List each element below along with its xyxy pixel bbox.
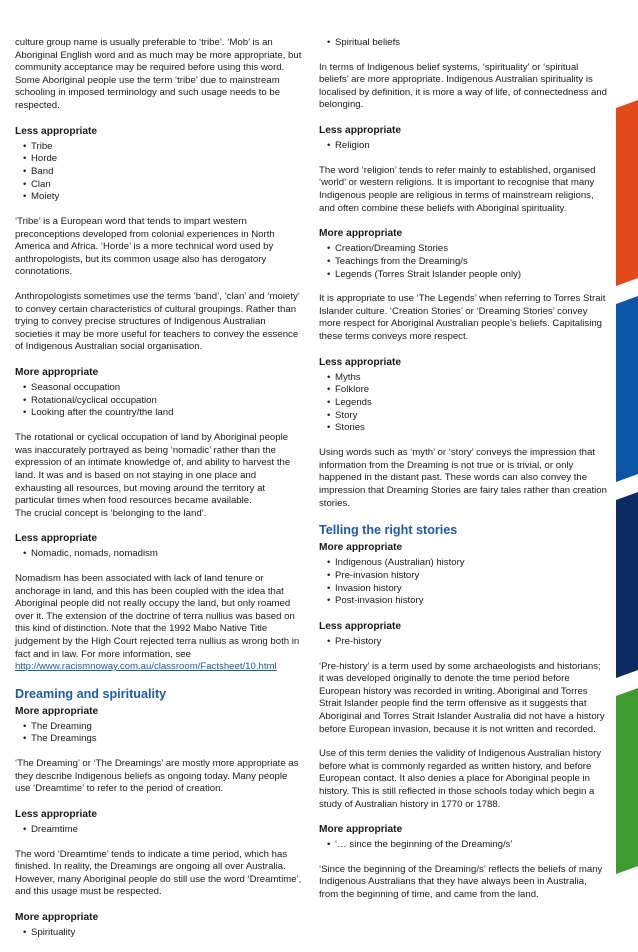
more-appropriate-list — [319, 839, 607, 852]
list-item: • Legends — [327, 397, 607, 410]
list-item: • Legends (Torres Strait Islander people only) — [327, 269, 607, 282]
body-paragraph: ‘Pre-history’ is a term used by some archaeologists and historians; it was developed originally to denote the time period before European history was recorded in writing. Aboriginal and Torres Strait Islander people find the term offensive as it suggests that Aboriginal and Torres Strait Islander Australia did not have a history before European invasion, because it is not written and recorded. — [319, 660, 605, 735]
body-paragraph: ‘Tribe’ is a European word that tends to impart western preconceptions developed from colonial experiences in North America and Africa. ‘Horde’ is a more technical word used by anthropologists, but its common usage also has derogatory connotations. — [15, 216, 275, 278]
continued-list — [319, 37, 607, 50]
body-paragraph: In terms of Indigenous belief systems, ‘spirituality’ or ‘spiritual beliefs’ are more appropriate. Indigenous Australian spirituality is localised by definition, it is more a way of life, of connectedness and belonging. — [319, 61, 607, 111]
body-paragraph: ‘The Dreaming’ or ‘The Dreamings’ are mostly more appropriate as they describe Indigenous beliefs as ongoing today. Many people use ‘Dreamtime’ to refer to the period of creation. — [15, 758, 299, 795]
body-paragraph: ‘Since the beginning of the Dreaming/s’ reflects the beliefs of many Indigenous Australians that they have always been in Australia, from the beginning of time, and came from the land. — [319, 863, 603, 901]
more-appropriate-list — [15, 721, 305, 746]
body-paragraph: Anthropologists sometimes use the terms ‘band’, ‘clan’ and ‘moiety’ to convey certain characteristics of cultural groupings. Rather than trying to convey precise structures of Indigenous Australian societies it may be more useful for teachers to convey the essence of Indigenous Australian social organisation. — [15, 291, 300, 353]
intro-paragraph: culture group name is usually preferable to ‘tribe’. ‘Mob’ is an Aboriginal English word and as much may be more appropriate, but community acceptance may be required before using this word. Some Aboriginal people use the term ‘tribe’ due to mainstream schooling in imposed terminology and such usage needs to be respected. — [15, 37, 302, 111]
orange-tab — [616, 100, 638, 286]
more-appropriate-list — [15, 927, 305, 940]
more-appropriate-heading: More appropriate — [15, 367, 99, 379]
more-appropriate-heading: More appropriate — [319, 542, 403, 554]
section-heading-dreaming: Dreaming and spirituality — [15, 686, 167, 701]
side-color-tabs — [616, 0, 638, 902]
more-appropriate-list — [15, 382, 305, 420]
list-item: • Pre-invasion history — [327, 570, 607, 583]
less-appropriate-heading: Less appropriate — [15, 808, 98, 820]
list-item: • Stories — [327, 422, 607, 435]
list-item: • Looking after the country/the land — [23, 407, 305, 420]
navy-tab — [616, 492, 638, 678]
list-item: • Spirituality — [23, 927, 305, 940]
more-appropriate-heading: More appropriate — [319, 824, 403, 836]
list-item: • Moiety — [23, 191, 305, 204]
less-appropriate-heading: Less appropriate — [319, 620, 402, 632]
list-item: • Horde — [23, 153, 305, 166]
list-item: • Myths — [327, 372, 607, 385]
list-item: • Creation/Dreaming Stories — [327, 243, 607, 256]
list-item: • The Dreamings — [23, 733, 305, 746]
less-appropriate-list — [319, 636, 607, 649]
more-appropriate-heading: More appropriate — [15, 705, 99, 717]
list-item: • Folklore — [327, 384, 607, 397]
green-tab — [616, 688, 638, 874]
list-item: • Indigenous (Australian) history — [327, 557, 607, 570]
list-item: • Story — [327, 410, 607, 423]
less-appropriate-heading: Less appropriate — [15, 533, 98, 545]
list-item: • Nomadic, nomads, nomadism — [23, 548, 305, 561]
blue-tab — [616, 296, 638, 482]
more-appropriate-list — [319, 243, 607, 281]
less-appropriate-list — [319, 140, 607, 153]
list-item: • Religion — [327, 140, 607, 153]
less-appropriate-list — [15, 824, 305, 837]
body-paragraph: It is appropriate to use ‘The Legends’ when referring to Torres Strait Islander culture. ‘Creation Stories’ or ‘Dreaming Stories’ convey more respect for Aboriginal Australian people’s beliefs. Capitalising these terms conveys more respect. — [319, 293, 606, 343]
more-appropriate-heading: More appropriate — [15, 912, 99, 923]
list-item: • Tribe — [23, 141, 305, 154]
less-appropriate-heading: Less appropriate — [319, 356, 402, 368]
body-paragraph: The word ‘Dreamtime’ tends to indicate a time period, which has finished. In reality, the Dreamings are ongoing all over Australia. However, many Aboriginal people do still use the word ‘Dreamtime’, and this usage must be respected. — [15, 848, 302, 898]
list-item: • Rotational/cyclical occupation — [23, 395, 305, 408]
list-item: • Post-invasion history — [327, 595, 607, 608]
list-item: • The Dreaming — [23, 721, 305, 734]
section-heading-telling: Telling the right stories — [319, 523, 458, 538]
more-appropriate-heading: More appropriate — [319, 228, 403, 240]
list-item: • Dreamtime — [23, 824, 305, 837]
body-paragraph: The rotational or cyclical occupation of land by Aboriginal people was inaccurately portrayed as being ‘nomadic’ rather than the expression of an intimate knowledge of, and ability to harvest the land. It was and is based on not staying in one place and exhausting all resources, but moving around the territory at particular times when food resources became available. The crucial concept is ‘belonging to the land’. — [15, 432, 291, 519]
less-appropriate-list — [15, 141, 305, 205]
less-appropriate-heading: Less appropriate — [15, 125, 98, 137]
list-item: • Seasonal occupation — [23, 382, 305, 395]
body-paragraph: Using words such as ‘myth’ or ‘story’ conveys the impression that information from the Dreaming is not true or is trivial, or only happened in the distant past. These words can also convey the impression that Dreaming Stories are fairy tales rather than creation stories. — [319, 447, 607, 509]
list-item: • ‘… since the beginning of the Dreaming/s’ — [327, 839, 607, 852]
factsheet-link[interactable]: http://www.racismnoway.com.au/classroom/Factsheet/10.html — [15, 661, 277, 673]
more-appropriate-list — [319, 557, 607, 608]
less-appropriate-list — [15, 548, 305, 561]
list-item: • Band — [23, 166, 305, 179]
left-column — [15, 37, 305, 952]
right-column — [319, 37, 607, 914]
list-item: • Spiritual beliefs — [327, 37, 607, 50]
body-paragraph: The word ‘religion’ tends to refer mainly to established, organised ‘world’ or western religions. It is important to recognise that many Indigenous people are religious in terms of mainstream religions, and often combine these beliefs with Aboriginal spirituality. — [319, 164, 596, 214]
less-appropriate-list — [319, 372, 607, 436]
body-paragraph: Nomadism has been associated with lack of land tenure or anchorage in land, and this has been coupled with the idea that Aboriginal people did not really occupy the land, but only roamed over it. The extension of the doctrine of terra nullius was based on this kind of distinction. Note that the 1992 Mabo Native Title judgement by the High Court rejected terra nullius as wrong both in fact and in law. For more information, see http://www.racismnoway.com.au/classroom/Factsheet/10.html — [15, 572, 300, 673]
list-item: • Invasion history — [327, 583, 607, 596]
less-appropriate-heading: Less appropriate — [319, 125, 402, 137]
list-item: • Teachings from the Dreaming/s — [327, 256, 607, 269]
list-item: • Pre-history — [327, 636, 607, 649]
list-item: • Clan — [23, 179, 305, 192]
body-paragraph: Use of this term denies the validity of Indigenous Australian history before what is commonly regarded as written history, and before European contact. It also denies a place for Aboriginal people in history. This is still reflected in those schools today which begin a study of Australian history in 1770 or 1788. — [319, 748, 602, 810]
